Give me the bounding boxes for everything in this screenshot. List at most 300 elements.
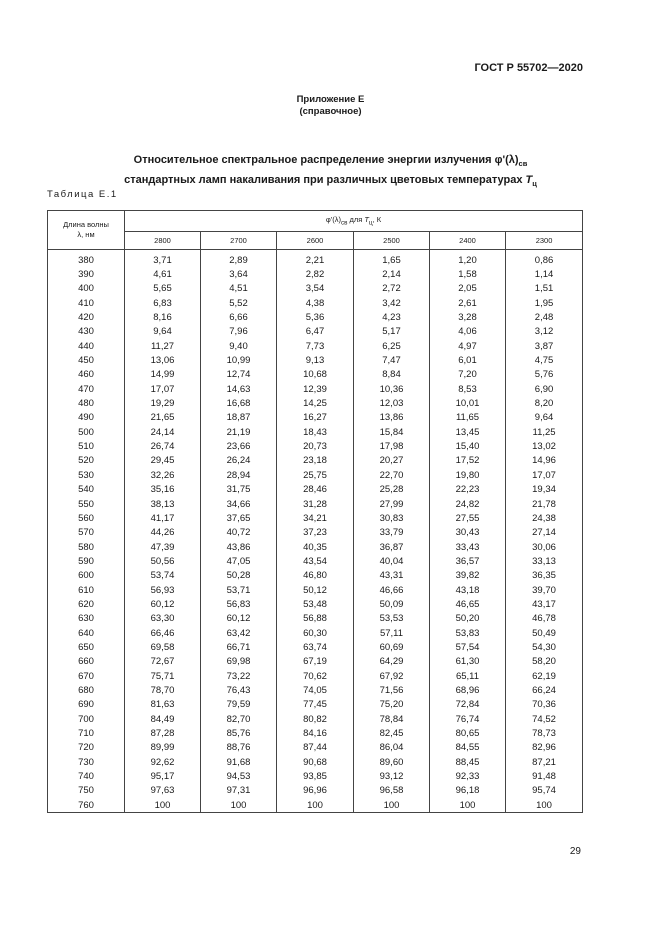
- appendix-type: (справочное): [299, 106, 362, 117]
- value-cell: 14,63: [201, 382, 277, 396]
- value-cell: 24,38: [506, 511, 583, 525]
- appendix-label: Приложение Е: [296, 94, 365, 105]
- value-cell: 3,42: [354, 296, 430, 310]
- table-row: [48, 325, 583, 339]
- table-row: [48, 250, 583, 268]
- group-header-prefix: φ'(λ): [325, 215, 341, 225]
- value-cell: 89,60: [354, 755, 430, 769]
- title-line-2-sub: ц: [532, 179, 537, 189]
- wavelength-header-line2: λ, нм: [77, 230, 95, 239]
- table-row: [48, 425, 583, 439]
- value-cell: 1,14: [506, 267, 583, 281]
- value-cell: 97,63: [125, 784, 201, 798]
- value-cell: 5,76: [506, 368, 583, 382]
- wavelength-cell: 610: [48, 583, 125, 597]
- wavelength-cell: 510: [48, 439, 125, 453]
- value-cell: 89,99: [125, 741, 201, 755]
- wavelength-cell: 760: [48, 798, 125, 813]
- wavelength-cell: 590: [48, 554, 125, 568]
- value-cell: 15,40: [430, 439, 506, 453]
- wavelength-cell: 550: [48, 497, 125, 511]
- value-cell: 75,71: [125, 669, 201, 683]
- value-cell: 72,84: [430, 698, 506, 712]
- wavelength-cell: 740: [48, 769, 125, 783]
- value-cell: 76,74: [430, 712, 506, 726]
- value-cell: 75,20: [354, 698, 430, 712]
- wavelength-cell: 730: [48, 755, 125, 769]
- value-cell: 68,96: [430, 683, 506, 697]
- temp-header-2400: 2400: [430, 232, 506, 250]
- table-row: [48, 741, 583, 755]
- value-cell: 33,13: [506, 554, 583, 568]
- value-cell: 100: [277, 798, 354, 813]
- table-title: [0, 152, 661, 192]
- value-cell: 38,13: [125, 497, 201, 511]
- value-cell: 16,27: [277, 411, 354, 425]
- wavelength-cell: 750: [48, 784, 125, 798]
- value-cell: 8,20: [506, 396, 583, 410]
- wavelength-cell: 680: [48, 683, 125, 697]
- value-cell: 34,66: [201, 497, 277, 511]
- value-cell: 53,48: [277, 597, 354, 611]
- table-row: [48, 655, 583, 669]
- group-header-sub2: ц: [369, 219, 373, 227]
- table-row: [48, 683, 583, 697]
- value-cell: 84,49: [125, 712, 201, 726]
- table-row: [48, 310, 583, 324]
- wavelength-cell: 570: [48, 526, 125, 540]
- wavelength-cell: 470: [48, 382, 125, 396]
- value-cell: 10,68: [277, 368, 354, 382]
- value-cell: 58,20: [506, 655, 583, 669]
- value-cell: 30,43: [430, 526, 506, 540]
- value-cell: 4,06: [430, 325, 506, 339]
- value-cell: 3,28: [430, 310, 506, 324]
- title-line-1: [0, 152, 661, 172]
- value-cell: 4,97: [430, 339, 506, 353]
- value-cell: 32,26: [125, 468, 201, 482]
- value-cell: 100: [125, 798, 201, 813]
- value-cell: 6,01: [430, 353, 506, 367]
- value-cell: 36,35: [506, 569, 583, 583]
- wavelength-cell: 630: [48, 612, 125, 626]
- value-cell: 62,19: [506, 669, 583, 683]
- value-cell: 46,80: [277, 569, 354, 583]
- wavelength-cell: 430: [48, 325, 125, 339]
- value-cell: 63,42: [201, 626, 277, 640]
- value-cell: 78,70: [125, 683, 201, 697]
- table-row: [48, 540, 583, 554]
- value-cell: 4,23: [354, 310, 430, 324]
- value-cell: 81,63: [125, 698, 201, 712]
- value-cell: 17,98: [354, 439, 430, 453]
- value-cell: 94,53: [201, 769, 277, 783]
- value-cell: 15,84: [354, 425, 430, 439]
- value-cell: 70,36: [506, 698, 583, 712]
- temp-header-2500: 2500: [354, 232, 430, 250]
- value-cell: 1,20: [430, 250, 506, 268]
- table-row: [48, 669, 583, 683]
- value-cell: 40,72: [201, 526, 277, 540]
- value-cell: 22,23: [430, 483, 506, 497]
- value-cell: 14,99: [125, 368, 201, 382]
- table-row: [48, 353, 583, 367]
- value-cell: 66,71: [201, 640, 277, 654]
- value-cell: 11,27: [125, 339, 201, 353]
- value-cell: 72,67: [125, 655, 201, 669]
- value-cell: 6,83: [125, 296, 201, 310]
- value-cell: 6,47: [277, 325, 354, 339]
- value-cell: 31,75: [201, 483, 277, 497]
- value-cell: 78,84: [354, 712, 430, 726]
- value-cell: 36,57: [430, 554, 506, 568]
- value-cell: 60,12: [125, 597, 201, 611]
- value-cell: 7,96: [201, 325, 277, 339]
- value-cell: 47,05: [201, 554, 277, 568]
- value-cell: 2,48: [506, 310, 583, 324]
- value-cell: 19,80: [430, 468, 506, 482]
- value-cell: 9,64: [506, 411, 583, 425]
- value-cell: 27,55: [430, 511, 506, 525]
- value-cell: 14,96: [506, 454, 583, 468]
- value-cell: 73,22: [201, 669, 277, 683]
- value-cell: 13,02: [506, 439, 583, 453]
- value-cell: 7,20: [430, 368, 506, 382]
- value-cell: 64,29: [354, 655, 430, 669]
- value-cell: 8,84: [354, 368, 430, 382]
- value-cell: 37,23: [277, 526, 354, 540]
- value-cell: 21,19: [201, 425, 277, 439]
- wavelength-cell: 700: [48, 712, 125, 726]
- value-cell: 74,05: [277, 683, 354, 697]
- value-cell: 3,71: [125, 250, 201, 268]
- value-cell: 28,46: [277, 483, 354, 497]
- wavelength-cell: 440: [48, 339, 125, 353]
- value-cell: 50,20: [430, 612, 506, 626]
- value-cell: 90,68: [277, 755, 354, 769]
- value-cell: 12,39: [277, 382, 354, 396]
- value-cell: 61,30: [430, 655, 506, 669]
- value-cell: 2,21: [277, 250, 354, 268]
- value-cell: 2,14: [354, 267, 430, 281]
- temp-header-2700: 2700: [201, 232, 277, 250]
- value-cell: 87,28: [125, 726, 201, 740]
- value-cell: 97,31: [201, 784, 277, 798]
- value-cell: 80,65: [430, 726, 506, 740]
- value-cell: 33,79: [354, 526, 430, 540]
- table-row: [48, 569, 583, 583]
- wavelength-cell: 490: [48, 411, 125, 425]
- value-cell: 12,74: [201, 368, 277, 382]
- value-cell: 93,85: [277, 769, 354, 783]
- title-line-1-text: Относительное спектральное распределение энергии излучения φ'(λ): [133, 154, 519, 166]
- value-cell: 4,51: [201, 282, 277, 296]
- value-cell: 6,25: [354, 339, 430, 353]
- value-cell: 60,69: [354, 640, 430, 654]
- title-line-2-var: T: [525, 174, 533, 187]
- value-cell: 8,16: [125, 310, 201, 324]
- value-cell: 41,17: [125, 511, 201, 525]
- value-cell: 54,30: [506, 640, 583, 654]
- value-cell: 17,07: [506, 468, 583, 482]
- value-cell: 93,12: [354, 769, 430, 783]
- value-cell: 6,66: [201, 310, 277, 324]
- value-cell: 28,94: [201, 468, 277, 482]
- value-cell: 3,12: [506, 325, 583, 339]
- value-cell: 33,43: [430, 540, 506, 554]
- value-cell: 2,05: [430, 282, 506, 296]
- table-row: [48, 612, 583, 626]
- value-cell: 50,28: [201, 569, 277, 583]
- wavelength-cell: 710: [48, 726, 125, 740]
- table-row: [48, 454, 583, 468]
- value-cell: 44,26: [125, 526, 201, 540]
- value-cell: 56,93: [125, 583, 201, 597]
- value-cell: 40,35: [277, 540, 354, 554]
- value-cell: 30,06: [506, 540, 583, 554]
- value-cell: 60,30: [277, 626, 354, 640]
- value-cell: 24,82: [430, 497, 506, 511]
- value-cell: 43,54: [277, 554, 354, 568]
- table-caption: Таблица Е.1: [47, 189, 118, 200]
- value-cell: 35,16: [125, 483, 201, 497]
- value-cell: 85,76: [201, 726, 277, 740]
- table-row: [48, 468, 583, 482]
- value-cell: 20,27: [354, 454, 430, 468]
- value-cell: 2,82: [277, 267, 354, 281]
- value-cell: 1,65: [354, 250, 430, 268]
- wavelength-cell: 650: [48, 640, 125, 654]
- table-row: [48, 554, 583, 568]
- value-cell: 18,43: [277, 425, 354, 439]
- table-row: [48, 698, 583, 712]
- table-row: [48, 439, 583, 453]
- value-cell: 36,87: [354, 540, 430, 554]
- value-cell: 70,62: [277, 669, 354, 683]
- group-header-var: T: [364, 215, 369, 225]
- table-row: [48, 597, 583, 611]
- value-cell: 10,01: [430, 396, 506, 410]
- title-line-1-sub: св: [518, 159, 528, 169]
- value-cell: 43,18: [430, 583, 506, 597]
- value-cell: 53,74: [125, 569, 201, 583]
- value-cell: 74,52: [506, 712, 583, 726]
- value-cell: 13,86: [354, 411, 430, 425]
- value-cell: 100: [354, 798, 430, 813]
- wavelength-cell: 520: [48, 454, 125, 468]
- value-cell: 87,44: [277, 741, 354, 755]
- value-cell: 1,95: [506, 296, 583, 310]
- value-cell: 79,59: [201, 698, 277, 712]
- value-cell: 60,12: [201, 612, 277, 626]
- value-cell: 69,98: [201, 655, 277, 669]
- value-cell: 1,58: [430, 267, 506, 281]
- temperature-group-header: [125, 211, 583, 232]
- value-cell: 50,12: [277, 583, 354, 597]
- table-row: [48, 583, 583, 597]
- wavelength-cell: 580: [48, 540, 125, 554]
- wavelength-cell: 450: [48, 353, 125, 367]
- value-cell: 4,75: [506, 353, 583, 367]
- value-cell: 7,47: [354, 353, 430, 367]
- value-cell: 91,48: [506, 769, 583, 783]
- value-cell: 91,68: [201, 755, 277, 769]
- value-cell: 2,72: [354, 282, 430, 296]
- value-cell: 76,43: [201, 683, 277, 697]
- value-cell: 12,03: [354, 396, 430, 410]
- wavelength-cell: 600: [48, 569, 125, 583]
- group-header-suffix: , К: [372, 215, 382, 225]
- table-row: [48, 396, 583, 410]
- wavelength-cell: 500: [48, 425, 125, 439]
- value-cell: 80,82: [277, 712, 354, 726]
- value-cell: 17,07: [125, 382, 201, 396]
- value-cell: 26,74: [125, 439, 201, 453]
- value-cell: 88,76: [201, 741, 277, 755]
- value-cell: 11,25: [506, 425, 583, 439]
- wavelength-cell: 400: [48, 282, 125, 296]
- value-cell: 100: [506, 798, 583, 813]
- value-cell: 27,14: [506, 526, 583, 540]
- table-row: [48, 267, 583, 281]
- value-cell: 4,61: [125, 267, 201, 281]
- value-cell: 57,11: [354, 626, 430, 640]
- value-cell: 67,92: [354, 669, 430, 683]
- value-cell: 87,21: [506, 755, 583, 769]
- value-cell: 7,73: [277, 339, 354, 353]
- wavelength-cell: 720: [48, 741, 125, 755]
- table-row: [48, 296, 583, 310]
- value-cell: 96,96: [277, 784, 354, 798]
- value-cell: 17,52: [430, 454, 506, 468]
- value-cell: 25,28: [354, 483, 430, 497]
- wavelength-cell: 540: [48, 483, 125, 497]
- value-cell: 1,51: [506, 282, 583, 296]
- value-cell: 11,65: [430, 411, 506, 425]
- value-cell: 47,39: [125, 540, 201, 554]
- group-header-mid: для: [347, 215, 365, 225]
- spectral-table: [47, 210, 583, 813]
- value-cell: 4,38: [277, 296, 354, 310]
- value-cell: 29,45: [125, 454, 201, 468]
- value-cell: 3,87: [506, 339, 583, 353]
- value-cell: 84,16: [277, 726, 354, 740]
- value-cell: 5,36: [277, 310, 354, 324]
- table-row: [48, 483, 583, 497]
- value-cell: 95,74: [506, 784, 583, 798]
- temp-header-2600: 2600: [277, 232, 354, 250]
- value-cell: 23,18: [277, 454, 354, 468]
- table-row: [48, 712, 583, 726]
- table-row: [48, 282, 583, 296]
- value-cell: 100: [201, 798, 277, 813]
- value-cell: 5,65: [125, 282, 201, 296]
- value-cell: 63,30: [125, 612, 201, 626]
- value-cell: 39,82: [430, 569, 506, 583]
- value-cell: 5,52: [201, 296, 277, 310]
- value-cell: 53,71: [201, 583, 277, 597]
- table-row: [48, 640, 583, 654]
- value-cell: 34,21: [277, 511, 354, 525]
- wavelength-header-line1: Длина волны: [63, 220, 109, 229]
- appendix-heading: [0, 94, 661, 118]
- value-cell: 50,49: [506, 626, 583, 640]
- value-cell: 56,83: [201, 597, 277, 611]
- value-cell: 46,65: [430, 597, 506, 611]
- temp-header-2800: 2800: [125, 232, 201, 250]
- value-cell: 13,45: [430, 425, 506, 439]
- value-cell: 26,24: [201, 454, 277, 468]
- value-cell: 53,83: [430, 626, 506, 640]
- table-row: [48, 626, 583, 640]
- wavelength-cell: 670: [48, 669, 125, 683]
- wavelength-cell: 380: [48, 250, 125, 268]
- value-cell: 92,62: [125, 755, 201, 769]
- value-cell: 23,66: [201, 439, 277, 453]
- value-cell: 43,17: [506, 597, 583, 611]
- wavelength-cell: 480: [48, 396, 125, 410]
- value-cell: 14,25: [277, 396, 354, 410]
- value-cell: 95,17: [125, 769, 201, 783]
- wavelength-cell: 690: [48, 698, 125, 712]
- value-cell: 8,53: [430, 382, 506, 396]
- value-cell: 19,34: [506, 483, 583, 497]
- value-cell: 96,18: [430, 784, 506, 798]
- value-cell: 78,73: [506, 726, 583, 740]
- wavelength-cell: 420: [48, 310, 125, 324]
- value-cell: 2,61: [430, 296, 506, 310]
- value-cell: 63,74: [277, 640, 354, 654]
- table-row: [48, 511, 583, 525]
- wavelength-cell: 460: [48, 368, 125, 382]
- value-cell: 3,64: [201, 267, 277, 281]
- value-cell: 0,86: [506, 250, 583, 268]
- value-cell: 9,40: [201, 339, 277, 353]
- wavelength-cell: 410: [48, 296, 125, 310]
- value-cell: 50,56: [125, 554, 201, 568]
- value-cell: 22,70: [354, 468, 430, 482]
- table-row: [48, 497, 583, 511]
- value-cell: 46,78: [506, 612, 583, 626]
- value-cell: 10,36: [354, 382, 430, 396]
- wavelength-cell: 530: [48, 468, 125, 482]
- value-cell: 65,11: [430, 669, 506, 683]
- table-row: [48, 339, 583, 353]
- value-cell: 31,28: [277, 497, 354, 511]
- table-row: [48, 784, 583, 798]
- value-cell: 24,14: [125, 425, 201, 439]
- value-cell: 43,86: [201, 540, 277, 554]
- page-number: 29: [569, 846, 581, 857]
- value-cell: 86,04: [354, 741, 430, 755]
- value-cell: 9,64: [125, 325, 201, 339]
- standard-number: ГОСТ Р 55702—2020: [474, 62, 583, 74]
- value-cell: 37,65: [201, 511, 277, 525]
- value-cell: 5,17: [354, 325, 430, 339]
- value-cell: 9,13: [277, 353, 354, 367]
- temp-header-2300: 2300: [506, 232, 583, 250]
- value-cell: 71,56: [354, 683, 430, 697]
- value-cell: 92,33: [430, 769, 506, 783]
- value-cell: 96,58: [354, 784, 430, 798]
- value-cell: 82,45: [354, 726, 430, 740]
- table-row: [48, 769, 583, 783]
- value-cell: 2,89: [201, 250, 277, 268]
- group-header-sub1: св: [340, 219, 348, 227]
- value-cell: 53,53: [354, 612, 430, 626]
- table-row: [48, 411, 583, 425]
- value-cell: 18,87: [201, 411, 277, 425]
